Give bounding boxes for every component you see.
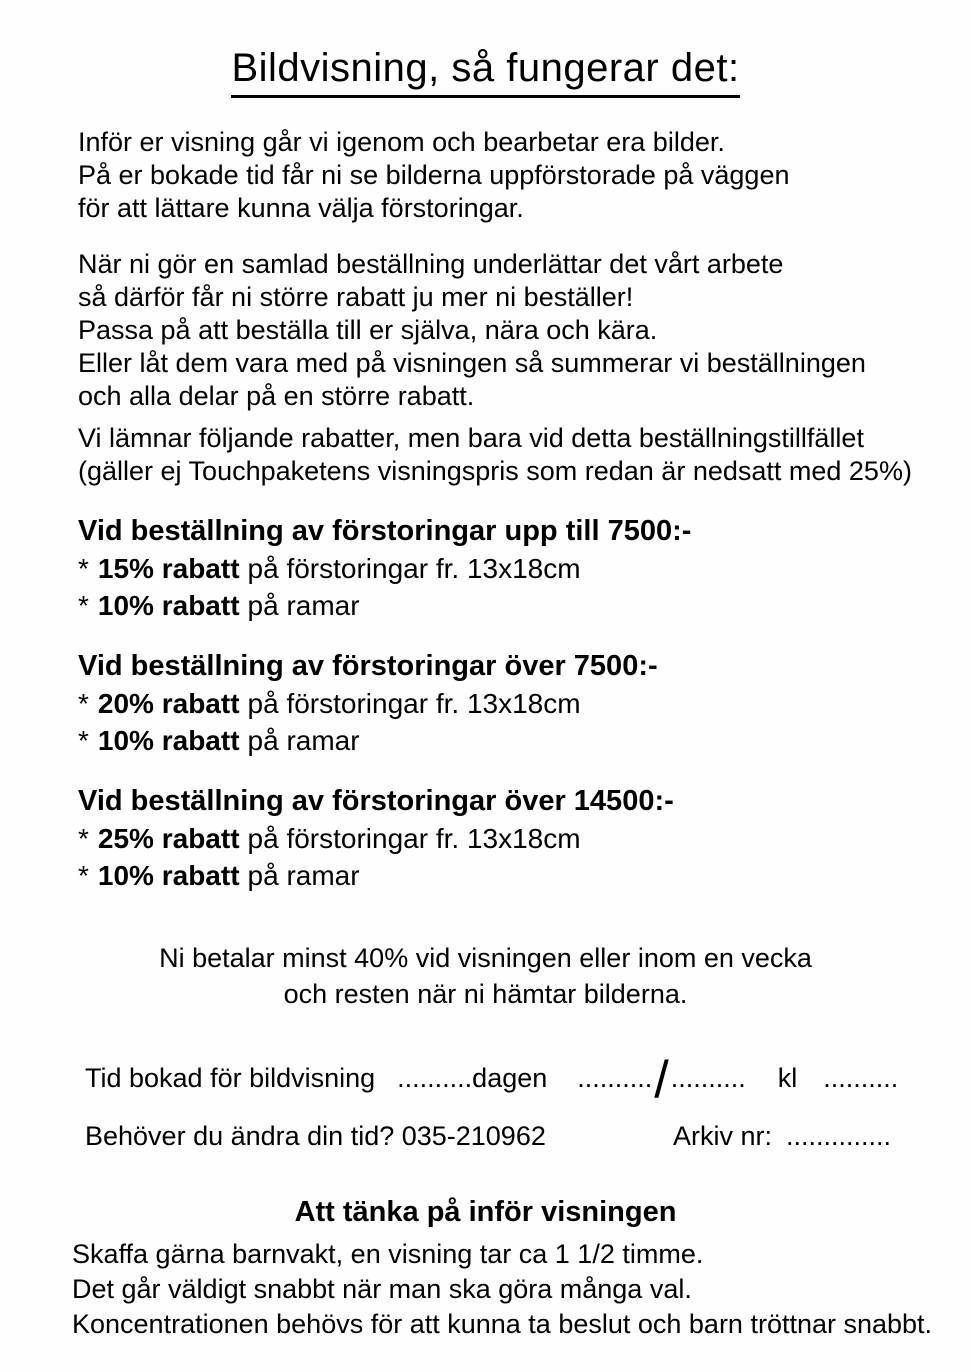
booking-day-field: ..........dagen: [397, 1063, 548, 1093]
bullet-asterisk: *: [78, 688, 89, 719]
discount-scope: på förstoringar fr. 13x18cm: [247, 823, 581, 854]
discount-amount: 10% rabatt: [97, 725, 240, 756]
date-slash: /: [654, 1051, 669, 1109]
discount-tier-heading: Vid beställning av förstoringar upp till 7500:-: [78, 515, 692, 547]
discount-amount: 10% rabatt: [97, 590, 240, 621]
booking-label: Tid bokad för bildvisning: [85, 1063, 376, 1093]
discount-tier-1: [78, 513, 971, 624]
intro-line: för att lättare kunna välja förstoringar.: [78, 193, 524, 223]
intro-paragraph: [78, 126, 941, 225]
discount-amount: 20% rabatt: [97, 688, 240, 719]
reminder-line: Skaffa gärna barnvakt, en visning tar ca 1 1/2 timme.: [72, 1239, 704, 1269]
booking-date-field-1: ..........: [577, 1063, 653, 1093]
reminder-heading: Att tänka på inför visningen: [294, 1196, 677, 1228]
order-info-paragraph: [78, 248, 941, 413]
reminder-line: Koncentrationen behövs för att kunna ta beslut och barn tröttnar snabbt.: [72, 1309, 933, 1339]
discount-amount: 10% rabatt: [97, 860, 240, 891]
discount-item: [78, 857, 971, 894]
discount-tier-heading: Vid beställning av förstoringar över 7500:-: [78, 650, 658, 682]
discount-note-line: (gäller ej Touchpaketens visningspris som redan är nedsatt med 25%): [78, 456, 912, 486]
title-container: [0, 46, 971, 98]
discount-item: [78, 722, 971, 759]
contact-line: [85, 1120, 891, 1153]
order-info-line: så därför får ni större rabatt ju mer ni beställer!: [78, 282, 634, 312]
bullet-asterisk: *: [78, 860, 89, 891]
order-info-line: Eller låt dem vara med på visningen så summerar vi beställningen: [78, 348, 866, 378]
bullet-asterisk: *: [78, 590, 89, 621]
archive-label: Arkiv nr:: [672, 1121, 772, 1151]
discount-scope: på ramar: [247, 860, 360, 891]
discount-tier-2: [78, 648, 971, 759]
discount-item: [78, 820, 971, 857]
discount-amount: 15% rabatt: [97, 553, 240, 584]
bullet-asterisk: *: [78, 553, 89, 584]
discount-note-paragraph: [78, 422, 941, 488]
bullet-asterisk: *: [78, 725, 89, 756]
discount-tier-heading: Vid beställning av förstoringar över 14500:-: [78, 785, 674, 817]
discount-item: [78, 685, 971, 722]
order-info-line: och alla delar på en större rabatt.: [78, 381, 475, 411]
payment-note: [0, 940, 971, 1012]
reminder-line: Det går väldigt snabbt när man ska göra många val.: [72, 1274, 692, 1304]
intro-line: På er bokade tid får ni se bilderna uppförstorade på väggen: [78, 160, 790, 190]
booking-time-line: [85, 1050, 971, 1108]
discount-item: [78, 550, 971, 587]
order-info-line: När ni gör en samlad beställning underlättar det vårt arbete: [78, 249, 784, 279]
payment-line: Ni betalar minst 40% vid visningen eller inom en vecka: [159, 943, 812, 973]
booking-time-field: ..........: [823, 1063, 899, 1093]
intro-line: Inför er visning går vi igenom och bearbetar era bilder.: [78, 127, 725, 157]
discount-amount: 25% rabatt: [97, 823, 240, 854]
reminder-paragraph: [72, 1237, 961, 1342]
payment-line: och resten när ni hämtar bilderna.: [283, 979, 688, 1009]
bullet-asterisk: *: [78, 823, 89, 854]
discount-scope: på ramar: [247, 725, 360, 756]
change-time-text: Behöver du ändra din tid? 035-210962: [85, 1121, 546, 1151]
discount-item: [78, 587, 971, 624]
page-title: Bildvisning, så fungerar det:: [231, 46, 739, 98]
booking-date-field-2: ..........: [670, 1063, 746, 1093]
discount-scope: på förstoringar fr. 13x18cm: [247, 688, 581, 719]
discount-tier-3: [78, 783, 971, 894]
archive-number: [673, 1120, 891, 1153]
clock-label: kl: [777, 1063, 798, 1093]
discount-scope: på förstoringar fr. 13x18cm: [247, 553, 581, 584]
order-info-line: Passa på att beställa till er själva, nära och kära.: [78, 315, 658, 345]
archive-number-field: ..............: [785, 1121, 891, 1151]
discount-scope: på ramar: [247, 590, 360, 621]
discount-note-line: Vi lämnar följande rabatter, men bara vid detta beställningstillfället: [78, 423, 864, 453]
